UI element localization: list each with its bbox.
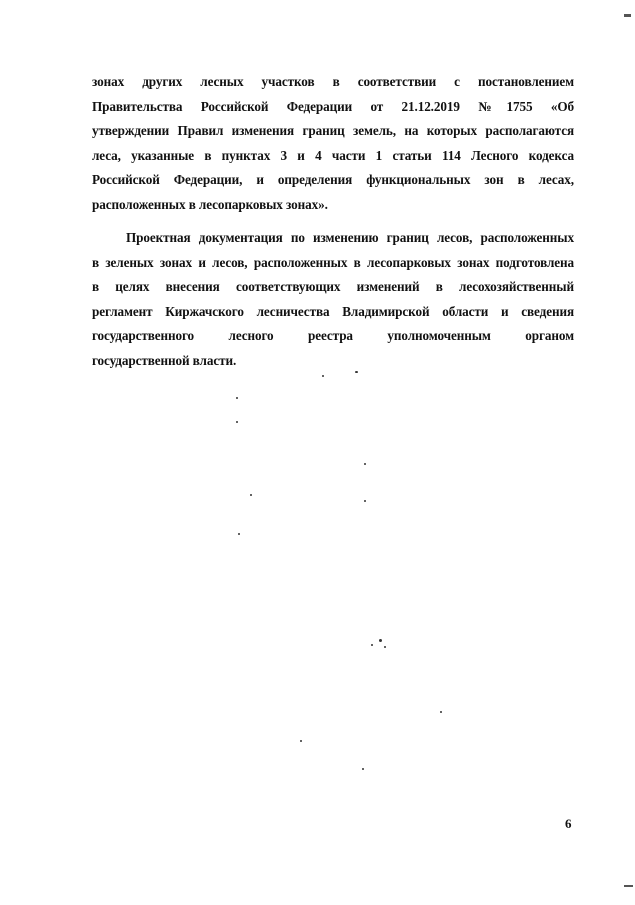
scan-speck: [364, 463, 366, 465]
scan-speck: [238, 533, 240, 535]
paragraph-1-line: Правительства Российской Федерации от 21.12.2019 №1755 «Об: [92, 98, 574, 114]
page-number: 6: [565, 816, 572, 831]
scan-speck: [322, 375, 324, 377]
paragraph-1-line: зонах других лесных участков в соответствии с постановлением: [92, 74, 574, 89]
paragraph-1-line: леса, указанные в пунктах 3 и 4 части 1 статьи 114 Лесного кодекса: [92, 147, 574, 163]
scan-speck: [379, 639, 382, 642]
scan-speck: [364, 500, 366, 502]
paragraph-2-line: государственного лесного реестра уполномоченным органом: [92, 328, 574, 344]
scan-speck: [236, 397, 238, 399]
scan-edge-mark: [624, 14, 631, 17]
paragraph-2-line: регламент Киржачского лесничества Владимирской области и сведения: [92, 303, 574, 319]
scan-speck: [236, 421, 238, 423]
paragraph-2-line: Проектная документация по изменению границ лесов, расположенных: [126, 230, 574, 245]
scan-speck: [250, 494, 252, 496]
paragraph-2-line: в целях внесения соответствующих изменений в лесохозяйственный: [92, 279, 574, 295]
paragraph-2-line: государственной власти.: [92, 352, 237, 368]
scan-speck: [300, 740, 302, 742]
paragraph-1: [92, 70, 574, 218]
scan-speck: [440, 711, 442, 713]
scan-edge-mark: [624, 885, 633, 887]
paragraph-2-line: в зеленых зонах и лесов, расположенных в лесопарковых зонах подготовлена: [92, 254, 574, 270]
paragraph-1-line: Российской Федерации, и определения функциональных зон в лесах,: [92, 172, 574, 188]
paragraph-2: [92, 226, 574, 374]
paragraph-1-line: расположенных в лесопарковых зонах».: [92, 196, 328, 212]
paragraph-1-line: утверждении Правил изменения границ земель, на которых располагаются: [92, 123, 574, 139]
scan-speck: [371, 644, 373, 646]
scan-speck: [355, 371, 358, 373]
scan-speck: [362, 768, 364, 770]
scan-speck: [384, 646, 386, 648]
